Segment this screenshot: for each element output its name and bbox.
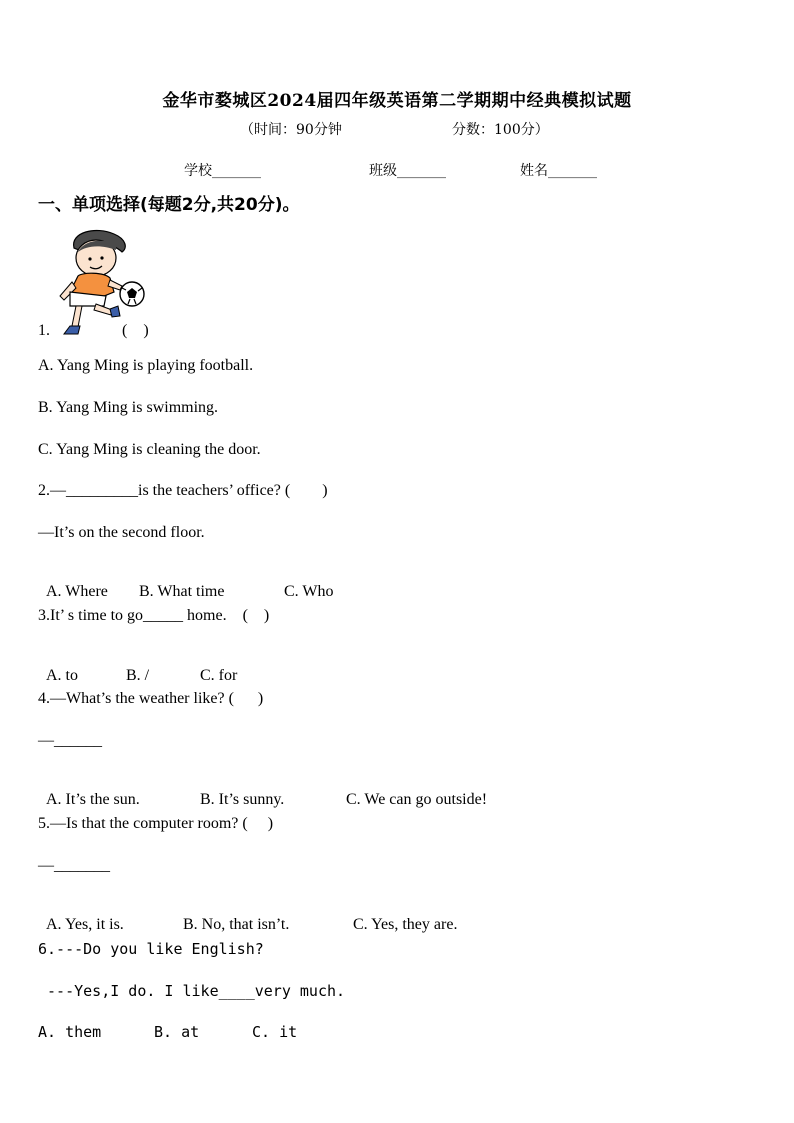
question-6-option-c: C. it <box>252 1023 298 1041</box>
question-6-options <box>38 1023 297 1041</box>
question-6-stem: 6.---Do you like English? <box>38 940 264 958</box>
question-3-option-c: C. for <box>200 667 238 684</box>
question-1-stem: 1. ( ) <box>38 322 149 339</box>
section-title: 一、单项选择(每题2分,共20分)。 <box>38 195 300 215</box>
question-2-option-a: A. Where <box>46 583 108 600</box>
question-3-stem: 3.It’ s time to go_____ home. ( ) <box>38 607 270 624</box>
exam-score: 分数：100分） <box>452 122 549 138</box>
name-field: 姓名_______ <box>520 163 597 179</box>
question-5-option-b: B. No, that isn’t. <box>183 916 290 933</box>
question-4-option-b: B. It’s sunny. <box>200 791 285 808</box>
question-5-option-a: A. Yes, it is. <box>46 916 124 933</box>
school-field: 学校_______ <box>184 163 261 179</box>
question-4-option-a: A. It’s the sun. <box>46 791 140 808</box>
question-1-option-c: C. Yang Ming is cleaning the door. <box>38 441 261 458</box>
question-5-option-c: C. Yes, they are. <box>353 916 458 933</box>
question-3-option-b: B. / <box>126 667 150 684</box>
question-5-answer-line: —_______ <box>38 857 110 874</box>
question-1-option-a: A. Yang Ming is playing football. <box>38 357 254 374</box>
question-6-option-b: B. at <box>154 1023 200 1041</box>
question-6-answer-line: ---Yes,I do. I like____very much. <box>38 982 346 1000</box>
class-field: 班级_______ <box>369 163 446 179</box>
question-4-option-c: C. We can go outside! <box>346 791 488 808</box>
question-5-stem: 5.—Is that the computer room? ( ) <box>38 815 274 832</box>
question-1-option-b: B. Yang Ming is swimming. <box>38 399 219 416</box>
question-3-options <box>38 649 237 685</box>
page-title: 金华市婺城区2024届四年级英语第二学期期中经典模拟试题 <box>162 91 632 111</box>
question-3-option-a: A. to <box>46 667 78 684</box>
question-2-answer-line: —It’s on the second floor. <box>38 524 205 541</box>
question-2-options <box>38 565 333 601</box>
question-5-options <box>38 898 457 934</box>
exam-time: （时间：90分钟 <box>240 122 342 138</box>
question-4-answer-line: —______ <box>38 732 102 749</box>
question-4-stem: 4.—What’s the weather like? ( ) <box>38 690 264 707</box>
question-2-option-b: B. What time <box>139 583 225 600</box>
question-2-stem: 2.—_________is the teachers’ office? ( ) <box>38 482 328 499</box>
question-2-option-c: C. Who <box>284 583 334 600</box>
question-4-options <box>38 773 487 809</box>
question-6-option-a: A. them <box>38 1023 102 1041</box>
